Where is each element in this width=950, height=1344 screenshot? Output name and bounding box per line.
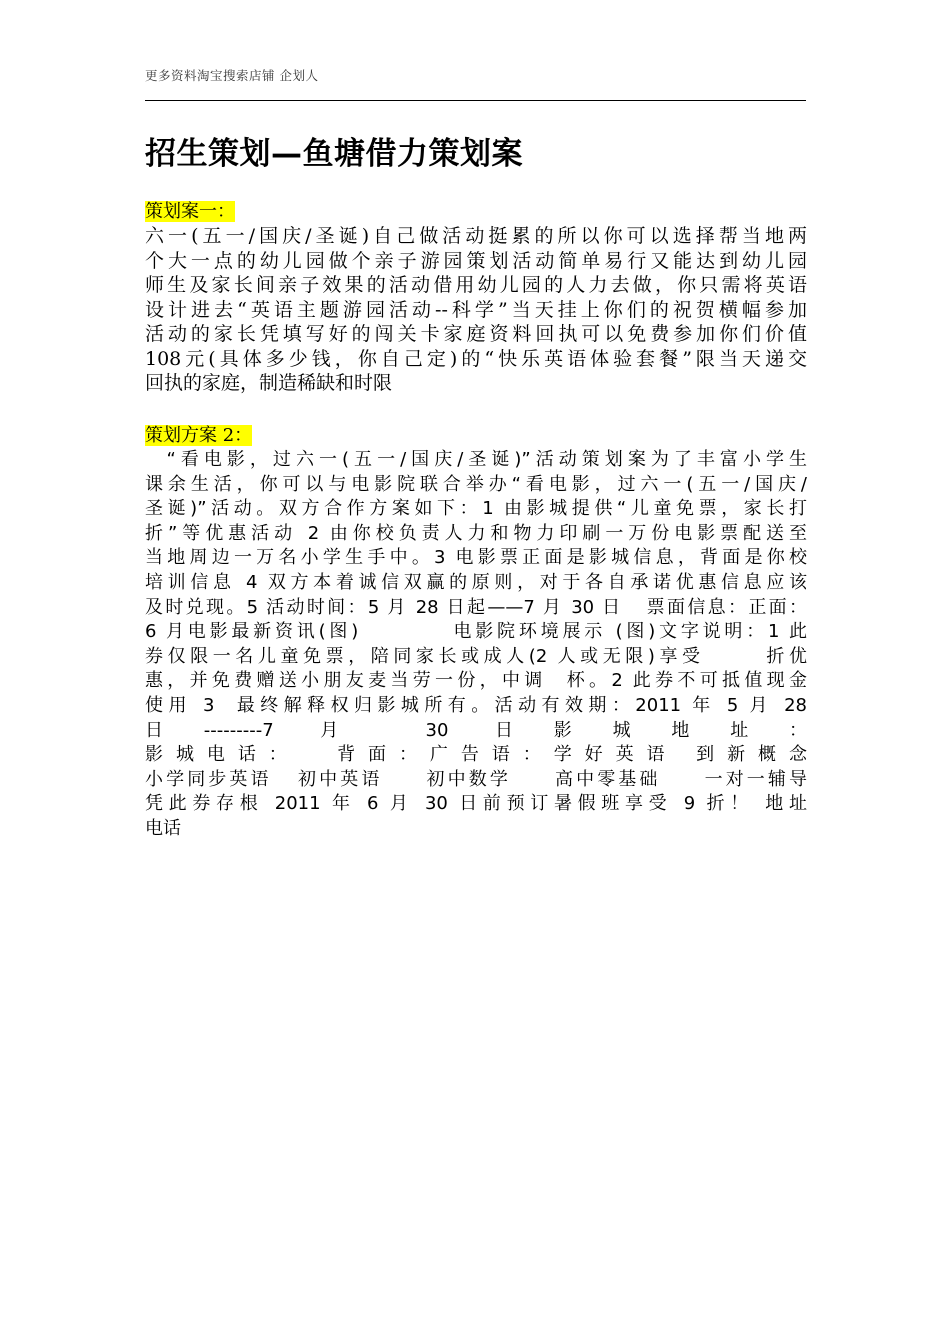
paragraph-line: 及时兑现。5 活动时间：5 月 28 日起——7 月 30 日 票面信息：正面： [145,596,807,618]
paragraph-line: 电话 [145,817,181,839]
header-divider [145,100,806,101]
paragraph-line: 六一(五一/国庆/圣诞)自己做活动挺累的所以你可以选择帮当地两 [145,225,807,247]
paragraph-line: 圣诞)”活动。双方合作方案如下：1 由影城提供“儿童免票，家长打 [145,498,807,520]
page-header: 更多资料淘宝搜索店铺 企划人 [145,68,319,83]
plan-two-label [145,424,807,448]
paragraph-line: 当地周边一万名小学生手中。3 电影票正面是影城信息，背面是你校 [145,547,807,569]
paragraph-line: 个大一点的幼儿园做个亲子游园策划活动简单易行又能达到幼儿园 [145,249,807,272]
paragraph-line: 活动的家长凭填写好的闯关卡家庭资料回执可以免费参加你们价值 [145,323,807,345]
paragraph-line: 小学同步英语 初中英语 初中数学 高中零基础 一对一辅导 [145,768,807,790]
paragraph-line: 设计进去“英语主题游园活动--科学”当天挂上你们的祝贺横幅参加 [145,298,807,321]
paragraph-line: 6 月电影最新资讯(图) 电影院环境展示 (图)文字说明：1 此 [145,621,807,643]
paragraph-line: “看电影，过六一(五一/国庆/圣诞)”活动策划案为了丰富小学生 [145,449,807,470]
paragraph-line: 折”等优惠活动 2 由你校负责人力和物力印刷一万份电影票配送至 [145,522,807,544]
paragraph-line: 日---------7 月 30 日影城地址： [145,719,807,741]
document-title: 招生策划—鱼塘借力策划案 [145,136,523,172]
paragraph-line: 惠，并免费赠送小朋友麦当劳一份，中调 杯。2 此券不可抵值现金 [145,670,807,692]
plan-one-section [145,200,807,396]
plan-one-label-text: 策划案一： [145,201,235,222]
plan-one-label [145,200,807,224]
paragraph-line: 培训信息 4 双方本着诚信双赢的原则，对于各自承诺优惠信息应该 [145,571,807,593]
paragraph-line: 师生及家长间亲子效果的活动借用幼儿园的人力去做，你只需将英语 [145,274,807,296]
paragraph-line: 108元(具体多少钱，你自己定)的“快乐英语体验套餐”限当天递交 [145,347,807,370]
paragraph-line: 凭此券存根 2011 年 6 月 30 日前预订暑假班享受 9 折！ 地址 [145,793,807,815]
paragraph-line: 券仅限一名儿童免票，陪同家长或成人(2 人或无限)享受 折优 [145,645,807,667]
plan-two-section [145,424,807,842]
plan-two-body [145,448,807,842]
paragraph-line: 使用 3 最终解释权归影城所有。活动有效期：2011 年 5 月 28 [145,694,807,716]
paragraph-line: 影城电话： 背面：广告语：学好英语 到新概念 [145,744,807,766]
plan-one-body [145,224,807,396]
plan-two-label-text: 策划方案 2： [145,425,253,446]
paragraph-line: 课余生活，你可以与电影院联合举办“看电影，过六一(五一/国庆/ [145,473,807,495]
paragraph-line: 回执的家庭，制造稀缺和时限 [145,372,393,394]
